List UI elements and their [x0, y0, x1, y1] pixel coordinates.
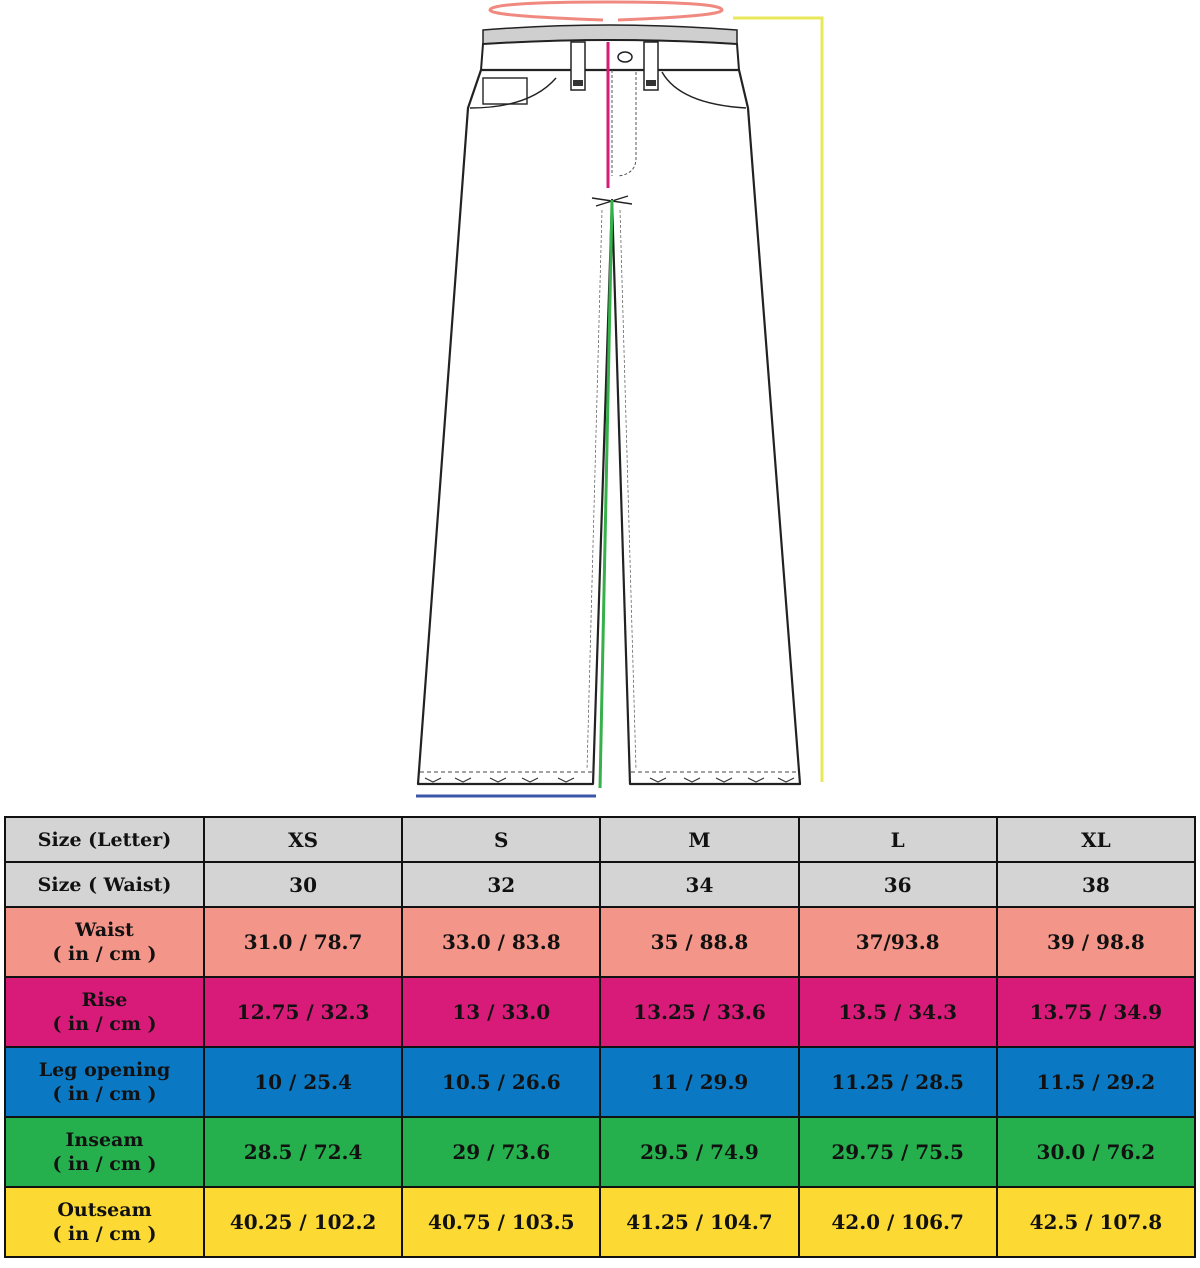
size-letter-xl: XL [997, 817, 1195, 862]
outseam-xl: 42.5 / 107.8 [997, 1187, 1195, 1257]
row-leg-opening [5, 1047, 1195, 1117]
size-waist-xs: 30 [204, 862, 402, 907]
inseam-xl: 30.0 / 76.2 [997, 1117, 1195, 1187]
leg-opening-label [5, 1047, 204, 1117]
outseam-label [5, 1187, 204, 1257]
inseam-xs: 28.5 / 72.4 [204, 1117, 402, 1187]
size-waist-l: 36 [799, 862, 997, 907]
size-waist-s: 32 [402, 862, 600, 907]
waist-button [618, 52, 632, 62]
rise-xl: 13.75 / 34.9 [997, 977, 1195, 1047]
rise-label [5, 977, 204, 1047]
waist-m: 35 / 88.8 [600, 907, 798, 977]
rise-l: 13.5 / 34.3 [799, 977, 997, 1047]
leg-opening-label-text: Leg opening [38, 1059, 171, 1081]
row-inseam [5, 1117, 1195, 1187]
inseam-l: 29.75 / 75.5 [799, 1117, 997, 1187]
size-letter-s: S [402, 817, 600, 862]
outseam-label-text: Outseam [57, 1199, 152, 1221]
waist-marker [490, 2, 722, 20]
coin-pocket [483, 78, 527, 104]
size-letter-label: Size (Letter) [5, 817, 204, 862]
outseam-unit: ( in / cm ) [52, 1223, 157, 1245]
row-waist [5, 907, 1195, 977]
size-waist-m: 34 [600, 862, 798, 907]
rise-xs: 12.75 / 32.3 [204, 977, 402, 1047]
inseam-label [5, 1117, 204, 1187]
waist-xs: 31.0 / 78.7 [204, 907, 402, 977]
size-chart-table [4, 816, 1196, 1258]
rise-label-text: Rise [81, 989, 128, 1011]
size-waist-label: Size ( Waist) [5, 862, 204, 907]
row-size-letter [5, 817, 1195, 862]
inseam-unit: ( in / cm ) [52, 1153, 157, 1175]
size-letter-xs: XS [204, 817, 402, 862]
outseam-xs: 40.25 / 102.2 [204, 1187, 402, 1257]
size-waist-xl: 38 [997, 862, 1195, 907]
rise-s: 13 / 33.0 [402, 977, 600, 1047]
waist-label-text: Waist [75, 919, 134, 941]
waist-label [5, 907, 204, 977]
row-rise [5, 977, 1195, 1047]
waist-l: 37/93.8 [799, 907, 997, 977]
leg-opening-unit: ( in / cm ) [52, 1083, 157, 1105]
leg-opening-m: 11 / 29.9 [600, 1047, 798, 1117]
outseam-m: 41.25 / 104.7 [600, 1187, 798, 1257]
leg-opening-s: 10.5 / 26.6 [402, 1047, 600, 1117]
outseam-l: 42.0 / 106.7 [799, 1187, 997, 1257]
size-letter-l: L [799, 817, 997, 862]
row-outseam [5, 1187, 1195, 1257]
leg-opening-l: 11.25 / 28.5 [799, 1047, 997, 1117]
waist-s: 33.0 / 83.8 [402, 907, 600, 977]
inseam-s: 29 / 73.6 [402, 1117, 600, 1187]
leg-opening-xl: 11.5 / 29.2 [997, 1047, 1195, 1117]
outseam-s: 40.75 / 103.5 [402, 1187, 600, 1257]
inseam-label-text: Inseam [65, 1129, 144, 1151]
size-letter-m: M [600, 817, 798, 862]
waist-xl: 39 / 98.8 [997, 907, 1195, 977]
waistband [481, 40, 739, 70]
rise-unit: ( in / cm ) [52, 1013, 157, 1035]
waist-unit: ( in / cm ) [52, 943, 157, 965]
row-size-waist [5, 862, 1195, 907]
leg-opening-xs: 10 / 25.4 [204, 1047, 402, 1117]
rise-m: 13.25 / 33.6 [600, 977, 798, 1047]
inseam-m: 29.5 / 74.9 [600, 1117, 798, 1187]
